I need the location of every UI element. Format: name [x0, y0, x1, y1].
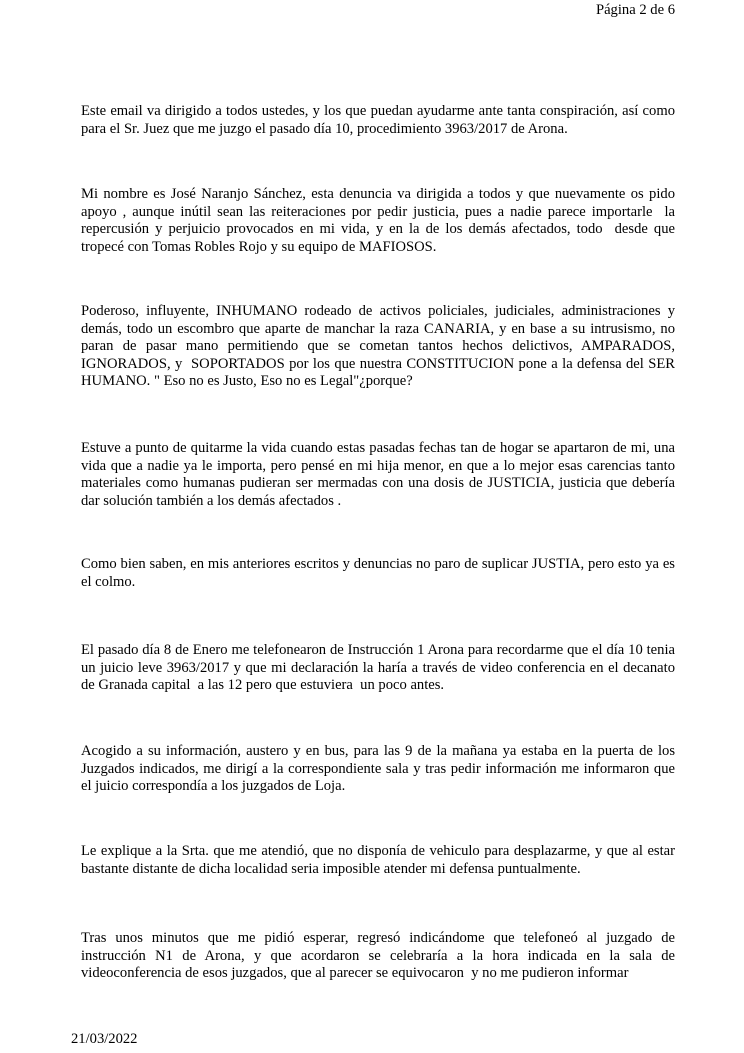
paragraph-personal-situation: Estuve a punto de quitarme la vida cuando estas pasadas fechas tan de hogar se apartaron de mi, una vida que a nadie ya le importa, pero pensé en mi hija menor, en que a lo mejor esas carencias tanto materiales como humanas pudieran ser mermadas con una dosis de JUSTICIA, justicia que debería dar solución también a los demás afectados .	[81, 440, 679, 509]
paragraph-intro: Este email va dirigido a todos ustedes, y los que puedan ayudarme ante tanta conspiración, así como para el Sr. Juez que me juzgo el pasado día 10, procedimiento 3963/2017 de Arona.	[81, 103, 679, 137]
paragraph-plea: Como bien saben, en mis anteriores escritos y denuncias no paro de suplicar JUSTIA, pero esto ya es el colmo.	[81, 556, 679, 590]
paragraph-courthouse-visit: Acogido a su información, austero y en bus, para las 9 de la mañana ya estaba en la puerta de los Juzgados indicados, me dirigí a la correspondiente sala y tras pedir información me informaron que el juicio correspondía a los juzgados de Loja.	[81, 743, 679, 794]
paragraph-no-vehicle: Le explique a la Srta. que me atendió, que no disponía de vehiculo para desplazarme, y que al estar bastante distante de dicha localidad seria imposible atender mi defensa puntualmente.	[81, 843, 679, 877]
paragraph-court-call: El pasado día 8 de Enero me telefonearon de Instrucción 1 Arona para recordarme que el día 10 tenia un juicio leve 3963/2017 y que mi declaración la haría a través de video conferencia en el decanato de Granada capital a las 12 pero que estuviera un poco antes.	[81, 642, 679, 693]
page-number-indicator: Página 2 de 6	[595, 2, 675, 18]
paragraph-videoconference: Tras unos minutos que me pidió esperar, regresó indicándome que telefoneó al juzgado de instrucción N1 de Arona, y que acordaron se celebraría a la hora indicada en la sala de videoconferencia de esos juzgados, que al parecer se equivocaron y no me pudieron informar	[81, 930, 679, 981]
footer-date: 21/03/2022	[71, 1031, 138, 1047]
paragraph-introduction-name: Mi nombre es José Naranjo Sánchez, esta denuncia va dirigida a todos y que nuevamente os pido apoyo , aunque inútil sean las reiteraciones por pedir justicia, pues a nadie parece importarle la repercusión y perjuicio provocados en mi vida, y en la de los demás afectados, todo desde que tropecé con Tomas Robles Rojo y su equipo de MAFIOSOS.	[81, 186, 679, 255]
paragraph-accusation: Poderoso, influyente, INHUMANO rodeado de activos policiales, judiciales, administraciones y demás, todo un escombro que aparte de manchar la raza CANARIA, y en base a su intrusismo, no paran de pasar mano permitiendo que se cometan tantos hechos delictivos, AMPARADOS, IGNORADOS, y SOPORTADOS por los que nuestra CONSTITUCION pone a la defensa del SER HUMANO. " Eso no es Justo, Eso no es Legal"¿porque?	[81, 303, 679, 389]
